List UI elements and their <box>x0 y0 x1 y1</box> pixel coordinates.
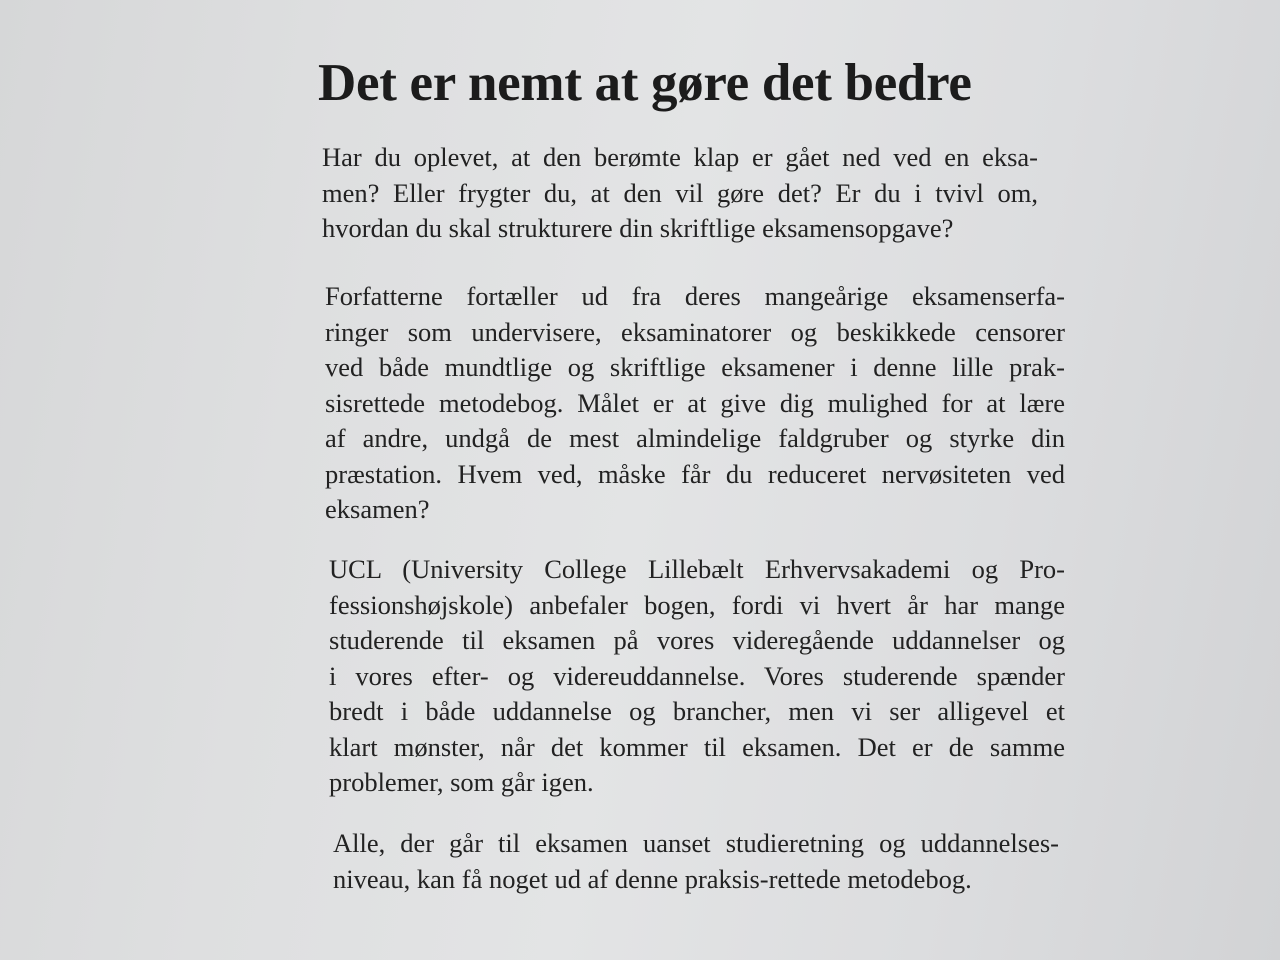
text-line: i vores efter- og videreuddannelse. Vores studerende spænder <box>329 660 1065 691</box>
paragraph-intro <box>322 140 1038 247</box>
text-line: præstation. Hvem ved, måske får du reduceret nervøsiteten ved <box>325 458 1065 489</box>
text-line: studerende til eksamen på vores videregående uddannelser og <box>329 625 1065 655</box>
text-line: ringer som undervisere, eksaminatorer og beskikkede censorer <box>325 316 1065 347</box>
text-line: problemer, som går igen. <box>329 767 594 797</box>
text-line: hvordan du skal strukturere din skriftlige eksamensopgave? <box>322 213 954 243</box>
text-line: klart mønster, når det kommer til eksamen. Det er de samme <box>329 731 1065 762</box>
text-line: fessionshøjskole) anbefaler bogen, fordi vi hvert år har mange <box>329 589 1065 620</box>
text-line: UCL (University College Lillebælt Erhvervsakademi og Pro- <box>329 554 1065 584</box>
text-line: Har du oplevet, at den berømte klap er gået ned ved en eksa- <box>322 142 1038 172</box>
paragraph-audience <box>333 826 1059 897</box>
text-line: niveau, kan få noget ud af denne praksis-rettede metodebog. <box>333 863 972 894</box>
text-line: men? Eller frygter du, at den vil gøre det? Er du i tvivl om, <box>322 177 1038 208</box>
text-line: Alle, der går til eksamen uanset studieretning og uddannelses- <box>333 828 1059 858</box>
text-line: eksamen? <box>325 494 430 524</box>
text-line: ved både mundtlige og skriftlige eksamener i denne lille prak- <box>325 352 1065 382</box>
page-title: Det er nemt at gøre det bedre <box>318 54 972 112</box>
paragraph-authors <box>325 279 1065 528</box>
text-line: sisrettede metodebog. Målet er at give dig mulighed for at lære <box>325 387 1065 418</box>
text-line: Forfatterne fortæller ud fra deres mangeårige eksamenserfa- <box>325 281 1065 311</box>
paragraph-ucl <box>329 552 1065 801</box>
text-line: bredt i både uddannelse og brancher, men vi ser alligevel et <box>329 696 1065 726</box>
text-line: af andre, undgå de mest almindelige faldgruber og styrke din <box>325 423 1065 453</box>
